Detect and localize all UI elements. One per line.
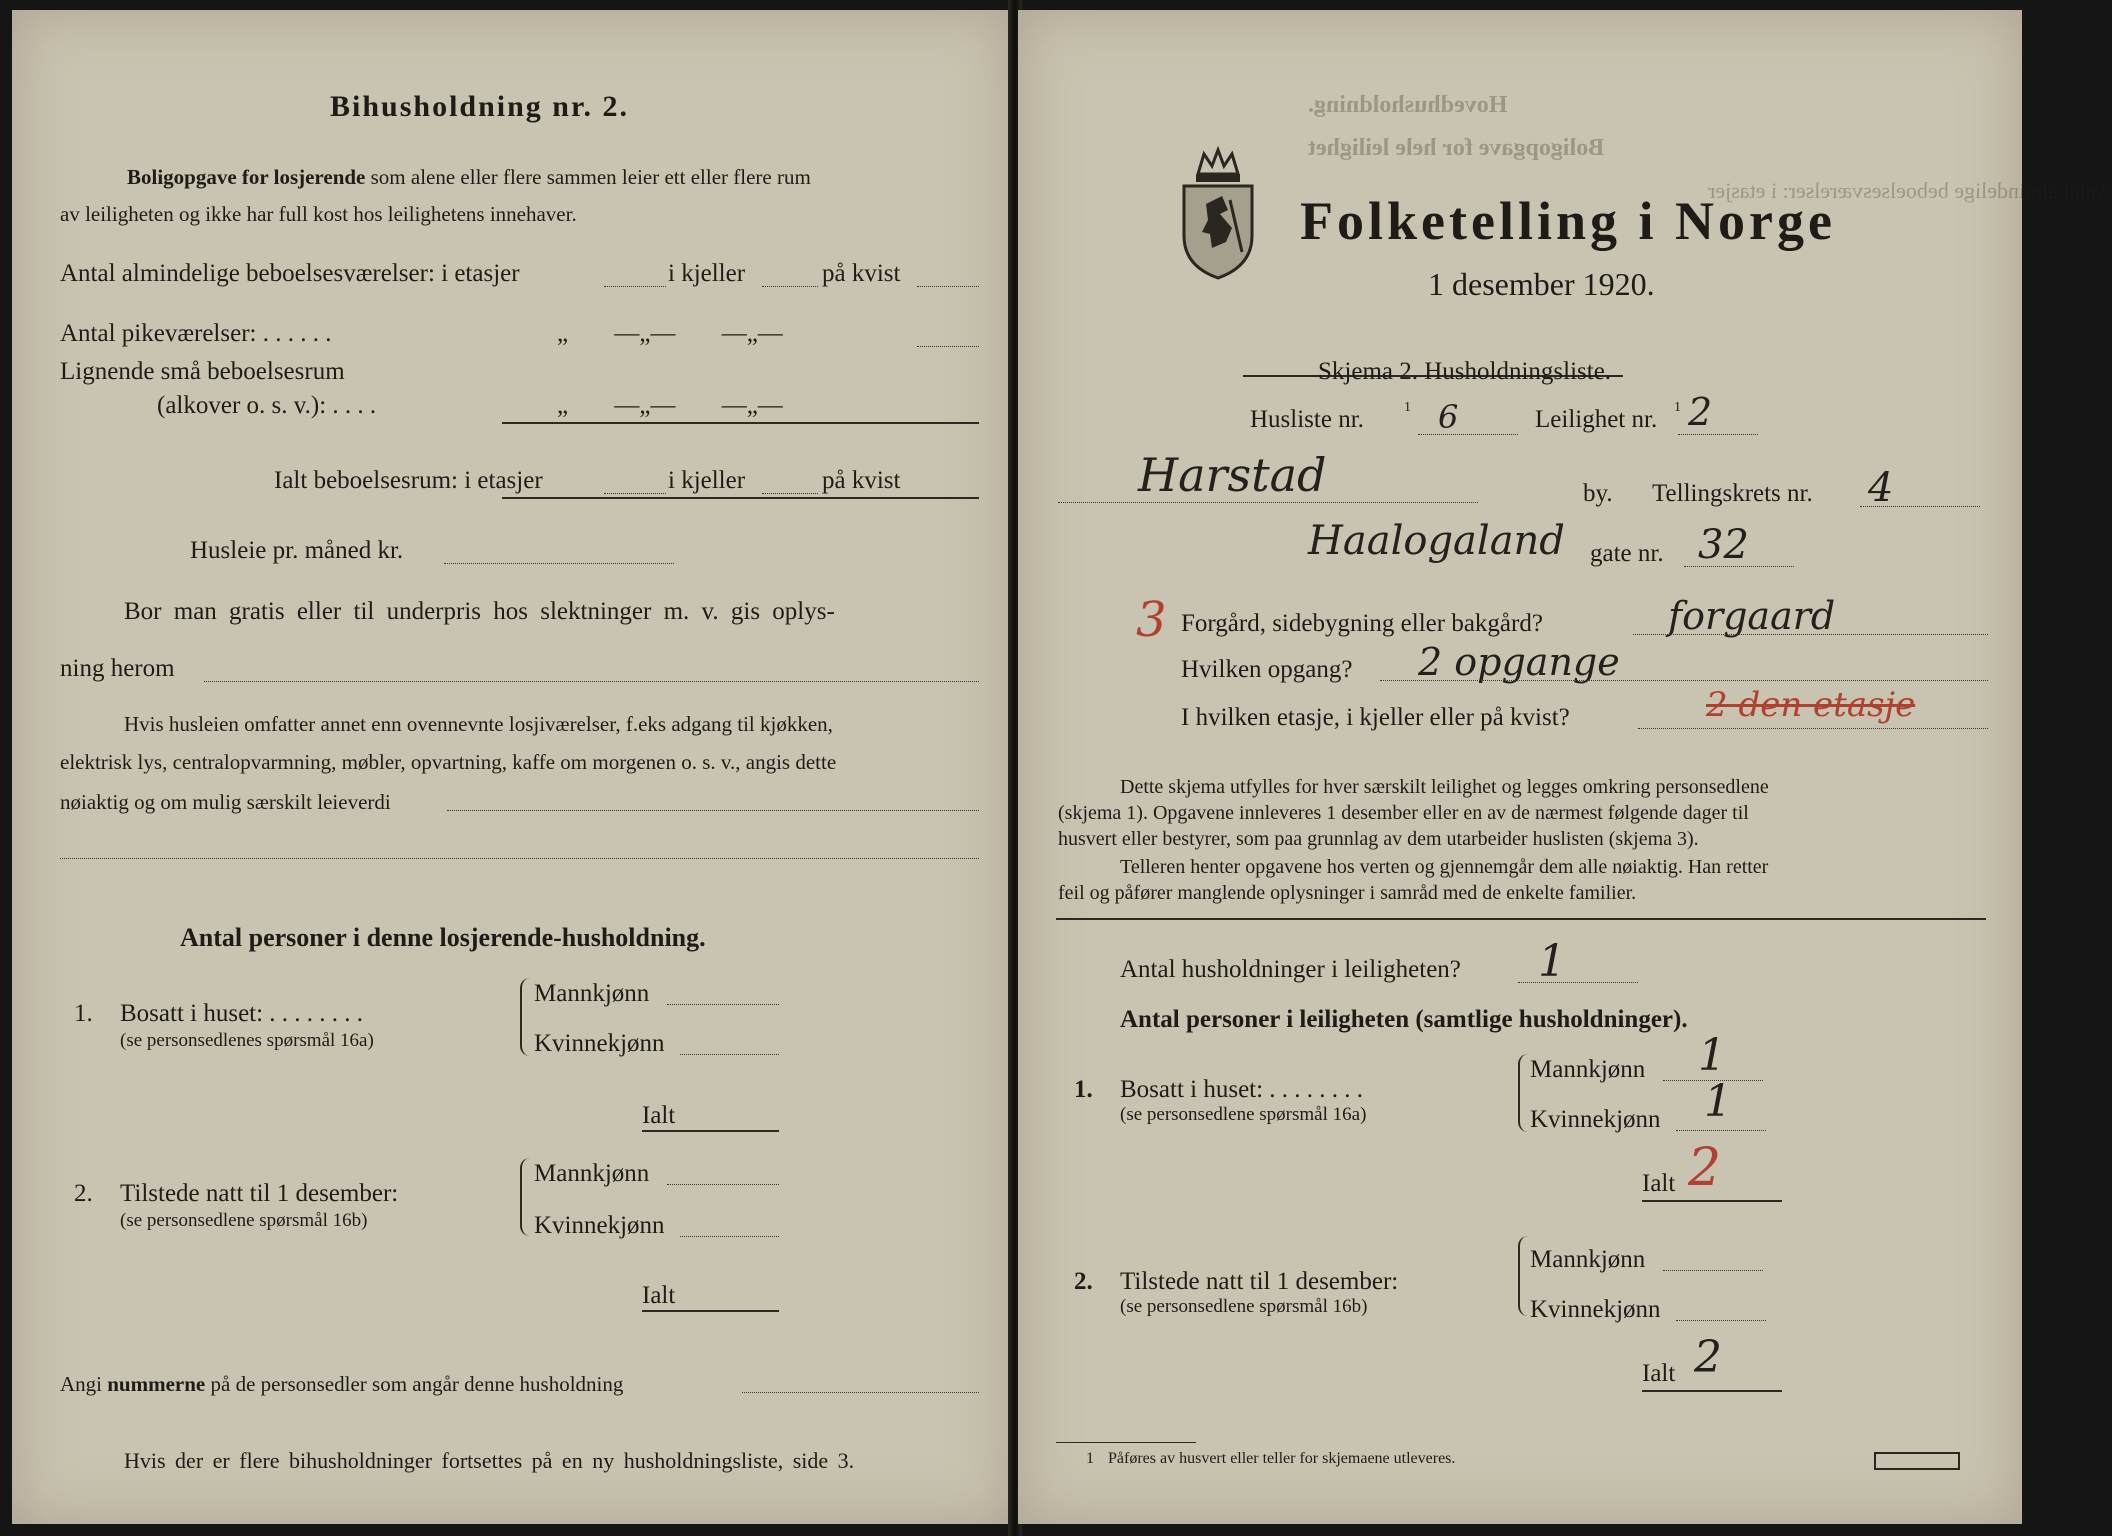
husliste-value[interactable]: 6 [1438, 398, 1459, 436]
right-tilstede-brace [1518, 1236, 1530, 1316]
opgang-value[interactable]: 2 opgange [1418, 640, 1620, 684]
right-tilstede-kvinne-line[interactable] [1676, 1320, 1766, 1321]
left-bosatt-num: 1. [74, 1000, 93, 1027]
instr-line-2: (skjema 1). Opgavene innleveres 1 desember eller en av de nærmest følgende dager til [1058, 802, 1749, 824]
small-rooms-sum-line [502, 422, 979, 424]
hush-value[interactable]: 1 [1538, 936, 1566, 987]
instr-line-4: Telleren henter opgavene hos verten og gjennemgår dem alle nøiaktig. Han retter [1120, 856, 1769, 878]
right-bosatt-sub: (se personsedlene spørsmål 16a) [1120, 1104, 1367, 1125]
rent-line[interactable] [444, 563, 674, 564]
angi-c: på de personsedler som angår denne husholdning [210, 1372, 624, 1396]
city-value[interactable]: Harstad [1138, 448, 1327, 502]
right-tilstede-label: Tilstede natt til 1 desember: [1120, 1268, 1399, 1295]
bleed-text: Antal almindelige beboelsesværelser: i etasjer [1708, 178, 2112, 203]
gate-label: gate nr. [1590, 540, 1664, 567]
ialt-underline [502, 497, 979, 499]
right-title: Folketelling i Norge [1300, 191, 1836, 251]
right-tilstede-ialt-line[interactable] [1642, 1390, 1782, 1392]
right-bosatt-ialt-line[interactable] [1642, 1200, 1782, 1202]
left-bosatt-sub: (se personsedlenes spørsmål 16a) [120, 1030, 374, 1051]
left-page [12, 10, 1012, 1524]
right-bosatt-kvinne-line[interactable] [1676, 1130, 1766, 1131]
left-bosatt-ialt: Ialt [642, 1102, 676, 1129]
right-bosatt-ialt: Ialt [1642, 1170, 1676, 1197]
etasje-value[interactable]: 2 den etasje [1706, 685, 1916, 725]
krets-value[interactable]: 4 [1868, 465, 1894, 511]
krets-label: Tellingskrets nr. [1652, 480, 1813, 507]
free-line-1: Bor man gratis eller til underpris hos slektninger m. v. gis oplys- [124, 598, 835, 625]
etasje-line[interactable] [1638, 728, 1988, 729]
ialt-etasjer-line[interactable] [604, 493, 666, 494]
left-tilstede-mann: Mannkjønn [534, 1160, 650, 1187]
left-bosatt-brace [520, 978, 532, 1056]
left-tilstede-ialt-line[interactable] [642, 1310, 779, 1312]
rooms-etasjer-line[interactable] [604, 286, 666, 287]
right-bosatt-brace [1518, 1054, 1530, 1132]
free-line-2: ning herom [60, 655, 175, 682]
krets-line[interactable] [1860, 506, 1980, 507]
left-bosatt-kvinne: Kvinnekjønn [534, 1030, 665, 1057]
extras-line-extra[interactable] [60, 858, 979, 859]
bleed-text: Boligopgave for hele leilighet [1308, 135, 1605, 161]
left-tilstede-ialt: Ialt [642, 1282, 676, 1309]
bleed-text: Hovedhusholdning. [1308, 92, 1508, 118]
opgang-line[interactable] [1380, 680, 1988, 681]
right-tilstede-ialt-value[interactable]: 2 [1694, 1332, 1722, 1383]
left-tilstede-kvinne: Kvinnekjønn [534, 1212, 665, 1239]
left-bosatt-mann-line[interactable] [667, 1004, 779, 1005]
left-tilstede-kvinne-line[interactable] [680, 1236, 779, 1237]
angi-line[interactable] [742, 1392, 979, 1393]
section-divider [1056, 918, 1986, 920]
right-page [1018, 10, 2112, 1524]
left-persons-heading: Antal personer i denne losjerende-husholdning. [180, 923, 706, 952]
extras-line-3: nøiaktig og om mulig særskilt leieverdi [60, 790, 391, 814]
right-tilstede-ialt: Ialt [1642, 1360, 1676, 1387]
extras-line-2: elektrisk lys, centralopvarmning, møbler, opvartning, kaffe om morgenen o. s. v., angis dette [60, 750, 837, 774]
left-bosatt-kvinne-line[interactable] [680, 1054, 779, 1055]
left-tilstede-sub: (se personsedlene spørsmål 16b) [120, 1210, 368, 1231]
city-line[interactable] [1058, 502, 1478, 503]
right-bosatt-mann: Mannkjønn [1530, 1056, 1646, 1083]
husliste-label: Husliste nr. [1250, 406, 1364, 433]
instr-line-3: husvert eller bestyrer, som paa grunnlag av dem utarbeider huslisten (skjema 3). [1058, 828, 1699, 850]
left-tilstede-num: 2. [74, 1180, 93, 1207]
gate-value[interactable]: 32 [1698, 522, 1749, 568]
extras-line-1: Hvis husleien omfatter annet enn ovennevnte losjiværelser, f.eks adgang til kjøkken, [124, 712, 833, 736]
rooms-label: Antal almindelige beboelsesværelser: i etasjer [60, 260, 520, 287]
right-tilstede-mann: Mannkjønn [1530, 1246, 1646, 1273]
small-rooms-marks: „ —„— —„— [557, 392, 783, 419]
gate-line[interactable] [1684, 566, 1794, 567]
right-tilstede-kvinne: Kvinnekjønn [1530, 1296, 1661, 1323]
ialt-kvist-label: på kvist [822, 467, 901, 494]
schema-label: Skjema 2. Husholdningsliste. [1318, 358, 1612, 385]
hush-line[interactable] [1518, 982, 1638, 983]
printer-stamp-icon [1874, 1452, 1960, 1470]
left-bosatt-mann: Mannkjønn [534, 980, 650, 1007]
ialt-kjeller-label: i kjeller [668, 467, 746, 494]
free-line[interactable] [204, 681, 979, 682]
footnote-mark: 1 [1086, 1450, 1094, 1467]
rooms-kvist-label: på kvist [822, 260, 901, 287]
right-tilstede-sub: (se personsedlene spørsmål 16b) [1120, 1296, 1368, 1317]
by-label: by. [1583, 480, 1613, 507]
hush-label: Antal husholdninger i leiligheten? [1120, 956, 1461, 983]
ialt-rooms-label: Ialt beboelsesrum: i etasjer [274, 467, 543, 494]
small-rooms-label-2: (alkover o. s. v.): . . . . [157, 392, 377, 419]
pike-label: Antal pikeværelser: . . . . . . [60, 320, 332, 347]
right-tilstede-mann-line[interactable] [1663, 1270, 1763, 1271]
rooms-kjeller-line[interactable] [762, 286, 818, 287]
intro-bold: Boligopgave for losjerende [127, 165, 366, 189]
extras-line[interactable] [447, 810, 979, 811]
rooms-kvist-line[interactable] [917, 286, 979, 287]
left-title: Bihusholdning nr. 2. [330, 90, 630, 123]
right-date: 1 desember 1920. [1428, 266, 1655, 302]
leilighet-line[interactable] [1678, 434, 1758, 435]
pike-kvist-line[interactable] [917, 346, 979, 347]
norway-coat-of-arms-icon [1176, 144, 1260, 282]
angi-b: nummerne [107, 1372, 206, 1396]
leilighet-footnote: 1 [1674, 400, 1681, 415]
instr-line-1: Dette skjema utfylles for hver særskilt leilighet og legges omkring personsedlene [1120, 776, 1769, 798]
left-tilstede-mann-line[interactable] [667, 1184, 779, 1185]
right-tilstede-num: 2. [1074, 1268, 1093, 1295]
right-bosatt-num: 1. [1074, 1076, 1093, 1103]
pike-marks: „ —„— —„— [557, 320, 783, 347]
right-bosatt-mann-value[interactable]: 1 [1698, 1030, 1726, 1081]
right-persons-heading: Antal personer i leiligheten (samtlige husholdninger). [1120, 1006, 1688, 1033]
instr-line-5: feil og påfører manglende oplysninger i samråd med de enkelte familier. [1058, 882, 1637, 904]
forgard-value[interactable]: forgaard [1668, 594, 1836, 638]
footnote-rule [1056, 1442, 1196, 1443]
rent-label: Husleie pr. måned kr. [190, 537, 404, 564]
right-bosatt-label: Bosatt i huset: . . . . . . . . [1120, 1076, 1364, 1103]
right-bosatt-kvinne-value[interactable]: 1 [1704, 1076, 1732, 1127]
rooms-kjeller-label: i kjeller [668, 260, 746, 287]
forgard-line[interactable] [1633, 634, 1988, 635]
ialt-kjeller-line[interactable] [762, 493, 818, 494]
left-tilstede-brace [520, 1158, 532, 1236]
left-footer: Hvis der er flere bihusholdninger fortsettes på en ny husholdningsliste, side 3. [124, 1448, 855, 1473]
right-bosatt-ialt-value[interactable]: 2 [1688, 1138, 1722, 1198]
husliste-line[interactable] [1418, 434, 1518, 435]
left-bosatt-label: Bosatt i huset: . . . . . . . . [120, 1000, 364, 1027]
small-rooms-label-1: Lignende små beboelsesrum [60, 358, 345, 385]
margin-note: 3 [1136, 592, 1167, 648]
intro-rest: som alene eller flere sammen leier ett eller flere rum [370, 165, 811, 189]
husliste-footnote: 1 [1404, 400, 1411, 415]
street-value[interactable]: Haalogaland [1308, 518, 1565, 564]
intro-line2: av leiligheten og ikke har full kost hos leilighetens innehaver. [60, 202, 577, 226]
left-bosatt-ialt-line[interactable] [642, 1130, 779, 1132]
etasje-label: I hvilken etasje, i kjeller eller på kvist? [1181, 704, 1570, 731]
angi-a: Angi [60, 1372, 102, 1396]
left-tilstede-label: Tilstede natt til 1 desember: [120, 1180, 399, 1207]
right-bosatt-kvinne: Kvinnekjønn [1530, 1106, 1661, 1133]
leilighet-value[interactable]: 2 [1688, 390, 1713, 434]
forgard-label: Forgård, sidebygning eller bakgård? [1181, 610, 1543, 637]
leilighet-label: Leilighet nr. [1535, 406, 1658, 433]
footnote-text: Påføres av husvert eller teller for skjemaene utleveres. [1108, 1450, 1456, 1467]
opgang-label: Hvilken opgang? [1181, 656, 1353, 683]
